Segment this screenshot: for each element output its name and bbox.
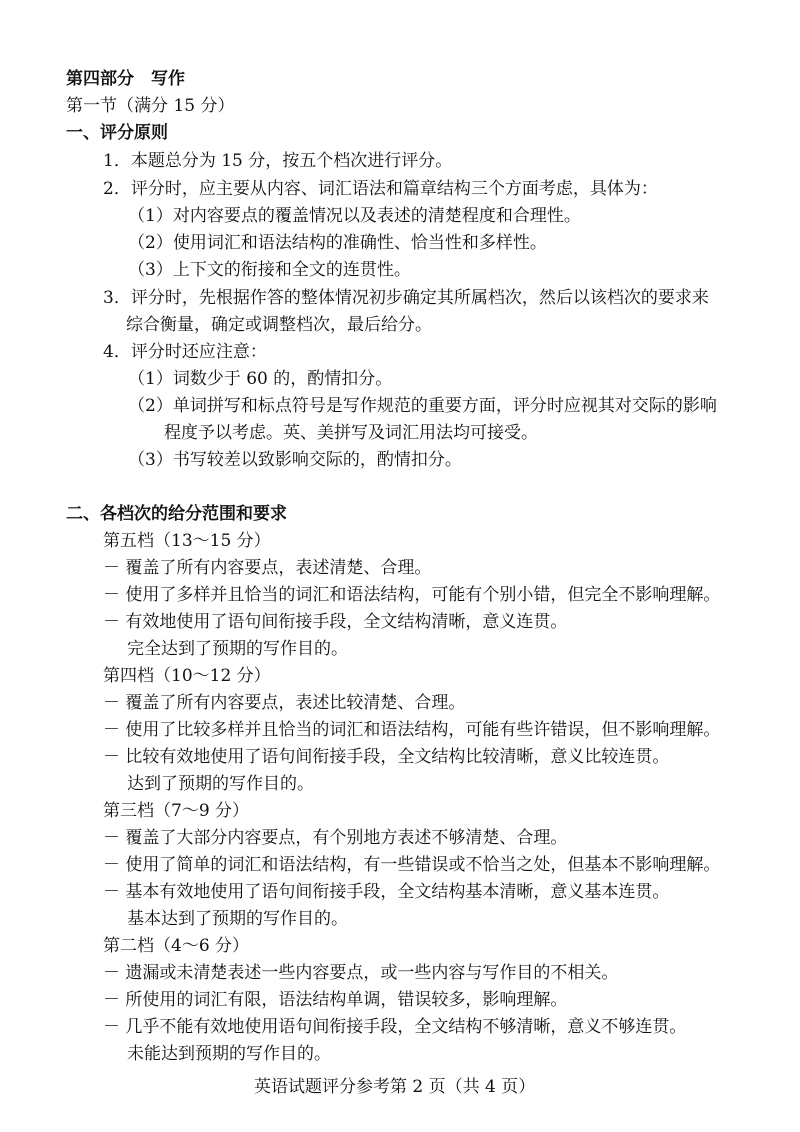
principle-2-sub-1: （1）对内容要点的覆盖情况以及表述的清楚程度和合理性。 bbox=[128, 206, 581, 226]
level-3-item-1: － 覆盖了大部分内容要点，有个别地方表述不够清楚、合理。 bbox=[103, 828, 568, 848]
principle-4-sub-2-line-1: （2）单词拼写和标点符号是写作规范的重要方面，评分时应视其对交际的影响 bbox=[128, 396, 717, 416]
principle-4-sub-3: （3）书写较差以致影响交际的，酌情扣分。 bbox=[128, 450, 462, 470]
page-footer: 英语试题评分参考第 2 页（共 4 页） bbox=[254, 1077, 536, 1097]
principle-3-line-2: 综合衡量，确定或调整档次，最后给分。 bbox=[126, 315, 432, 335]
level-5-item-1: － 覆盖了所有内容要点，表述清楚、合理。 bbox=[103, 558, 432, 578]
levels-heading: 二、各档次的给分范围和要求 bbox=[66, 504, 287, 524]
principles-heading: 一、评分原则 bbox=[66, 123, 168, 143]
level-4-item-2: － 使用了比较多样并且恰当的词汇和语法结构，可能有些许错误，但不影响理解。 bbox=[103, 720, 721, 740]
principle-2: 2．评分时，应主要从内容、词汇语法和篇章结构三个方面考虑，具体为： bbox=[103, 179, 658, 199]
principle-1: 1．本题总分为 15 分，按五个档次进行评分。 bbox=[103, 151, 453, 171]
principle-4: 4．评分时还应注意： bbox=[103, 342, 267, 362]
level-5-summary: 完全达到了预期的写作目的。 bbox=[127, 639, 348, 659]
level-5-item-2: － 使用了多样并且恰当的词汇和语法结构，可能有个别小错，但完全不影响理解。 bbox=[103, 585, 721, 605]
part-title: 第四部分 写作 bbox=[66, 69, 185, 89]
level-4-title: 第四档（10～12 分） bbox=[103, 666, 271, 686]
level-4-item-1: － 覆盖了所有内容要点，表述比较清楚、合理。 bbox=[103, 693, 466, 713]
principle-2-sub-2: （2）使用词汇和语法结构的准确性、恰当性和多样性。 bbox=[128, 233, 547, 253]
level-2-item-3: － 几乎不能有效地使用语句间衔接手段，全文结构不够清晰，意义不够连贯。 bbox=[103, 1017, 687, 1037]
principle-2-sub-3: （3）上下文的衔接和全文的连贯性。 bbox=[128, 260, 411, 280]
principle-3-line-1: 3．评分时，先根据作答的整体情况初步确定其所属档次，然后以该档次的要求来 bbox=[103, 288, 709, 308]
level-5-item-3: － 有效地使用了语句间衔接手段，全文结构清晰，意义连贯。 bbox=[103, 612, 568, 632]
level-2-item-1: － 遗漏或未清楚表述一些内容要点，或一些内容与写作目的不相关。 bbox=[103, 963, 619, 983]
level-2-summary: 未能达到预期的写作目的。 bbox=[127, 1044, 331, 1064]
level-3-summary: 基本达到了预期的写作目的。 bbox=[127, 909, 348, 929]
principle-4-sub-2-line-2: 程度予以考虑。英、美拼写及词汇用法均可接受。 bbox=[164, 423, 538, 443]
section-title: 第一节（满分 15 分） bbox=[66, 96, 235, 116]
principle-4-sub-1: （1）词数少于 60 的，酌情扣分。 bbox=[128, 369, 393, 389]
level-2-title: 第二档（4～6 分） bbox=[103, 936, 250, 956]
level-5-title: 第五档（13～15 分） bbox=[103, 531, 271, 551]
level-3-item-2: － 使用了简单的词汇和语法结构，有一些错误或不恰当之处，但基本不影响理解。 bbox=[103, 855, 721, 875]
level-3-title: 第三档（7～9 分） bbox=[103, 801, 250, 821]
level-2-item-2: － 所使用的词汇有限，语法结构单调，错误较多，影响理解。 bbox=[103, 990, 568, 1010]
level-3-item-3: － 基本有效地使用了语句间衔接手段，全文结构基本清晰，意义基本连贯。 bbox=[103, 882, 670, 902]
level-4-item-3: － 比较有效地使用了语句间衔接手段，全文结构比较清晰，意义比较连贯。 bbox=[103, 747, 670, 767]
level-4-summary: 达到了预期的写作目的。 bbox=[127, 774, 314, 794]
